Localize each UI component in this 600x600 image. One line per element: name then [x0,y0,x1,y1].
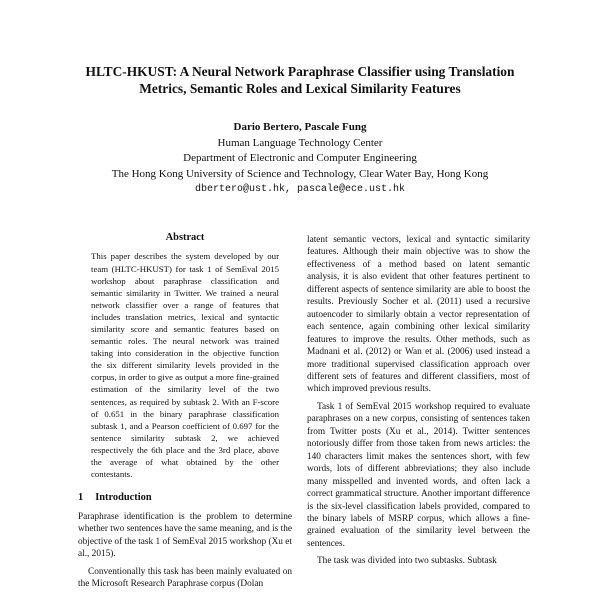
affiliation-center: Human Language Technology Center [217,136,383,149]
left-column [78,232,292,590]
affiliation-university: The Hong Kong University of Science and Technology, Clear Water Bay, Hong Kong [111,167,489,180]
section-number: 1 [78,492,84,504]
title-line-1: HLTC-HKUST: A Neural Network Paraphrase Classifier using Translation [85,64,515,79]
author-block [40,120,560,198]
section-heading-introduction [78,492,292,504]
right-paragraph-2: Task 1 of SemEval 2015 workshop required to evaluate paraphrases on a new corpus, consisting of sentences taken from Twitter posts (Xu et al., 2014). Twitter sentences notoriously differ from those taken from news articles: the 140 characters limit makes the sentences short, with few words, lots of different abbreviations; they also include many misspelled and invented words, and often lack a correct grammatical structure. Another important difference is the six-level classification labels provided, compared to the binary labels of MSRP corpus, which allows a fine-grained evaluation of the similarity level between the sentences. [307,401,530,549]
author-names: Dario Bertero, Pascale Fung [233,121,367,133]
abstract-body: This paper describes the system developed by our team (HLTC-HKUST) for task 1 of SemEval 2015 workshop about paraphrase classification and semantic similarity in Twitter. We trained a neural network classifier over a range of features that includes translation metrics, lexical and syntactic similarity score and semantic features based on semantic roles. The neural network was trained taking into consideration in the objective function the six different similarity levels provided in the corpus, in order to give as output a more fine-grained estimation of the similarity level of the two sentences, as required by subtask 2. With an F-score of 0.651 in the binary paraphrase classification subtask 1, and a Pearson coefficient of 0.697 for the sentence similarity subtask 2, we achieved respectively the 6th place and the 3rd place, above the average of what obtained by the other contestants. [91,251,279,480]
right-column [307,234,530,568]
section-title: Introduction [95,492,152,504]
paper-title [40,63,560,97]
intro-paragraph-2: Conventionally this task has been mainly evaluated on the Microsoft Research Paraphrase corpus (Dolan [78,566,292,589]
title-line-2: Metrics, Semantic Roles and Lexical Similarity Features [139,81,461,96]
intro-paragraph-1: Paraphrase identification is the problem to determine whether two sentences have the same meaning, and is the objective of the task 1 of SemEval 2015 workshop (Xu et al., 2015). [78,511,292,560]
author-emails: dbertero@ust.hk, pascale@ece.ust.hk [194,184,406,195]
right-paragraph-3: The task was divided into two subtasks. Subtask [317,556,497,567]
right-paragraph-1: latent semantic vectors, lexical and syntactic similarity features. Although their main objective was to show the effectiveness of a method based on latent semantic analysis, it is also evident that other features pertinent to different aspects of sentence similarity are able to boost the results. Previously Socher et al. (2011) used a recursive autoencoder to similarly obtain a vector representation of each sentence, again combining other lexical similarity features to improve the results. Other methods, such as Madnani et al. (2012) or Wan et al. (2006) used instead a more traditional supervised classification approach over different sets of features and different classifiers, most of which improved previous results. [307,235,530,395]
affiliation-department: Department of Electronic and Computer Engineering [183,152,417,164]
abstract-heading: Abstract [165,232,205,243]
